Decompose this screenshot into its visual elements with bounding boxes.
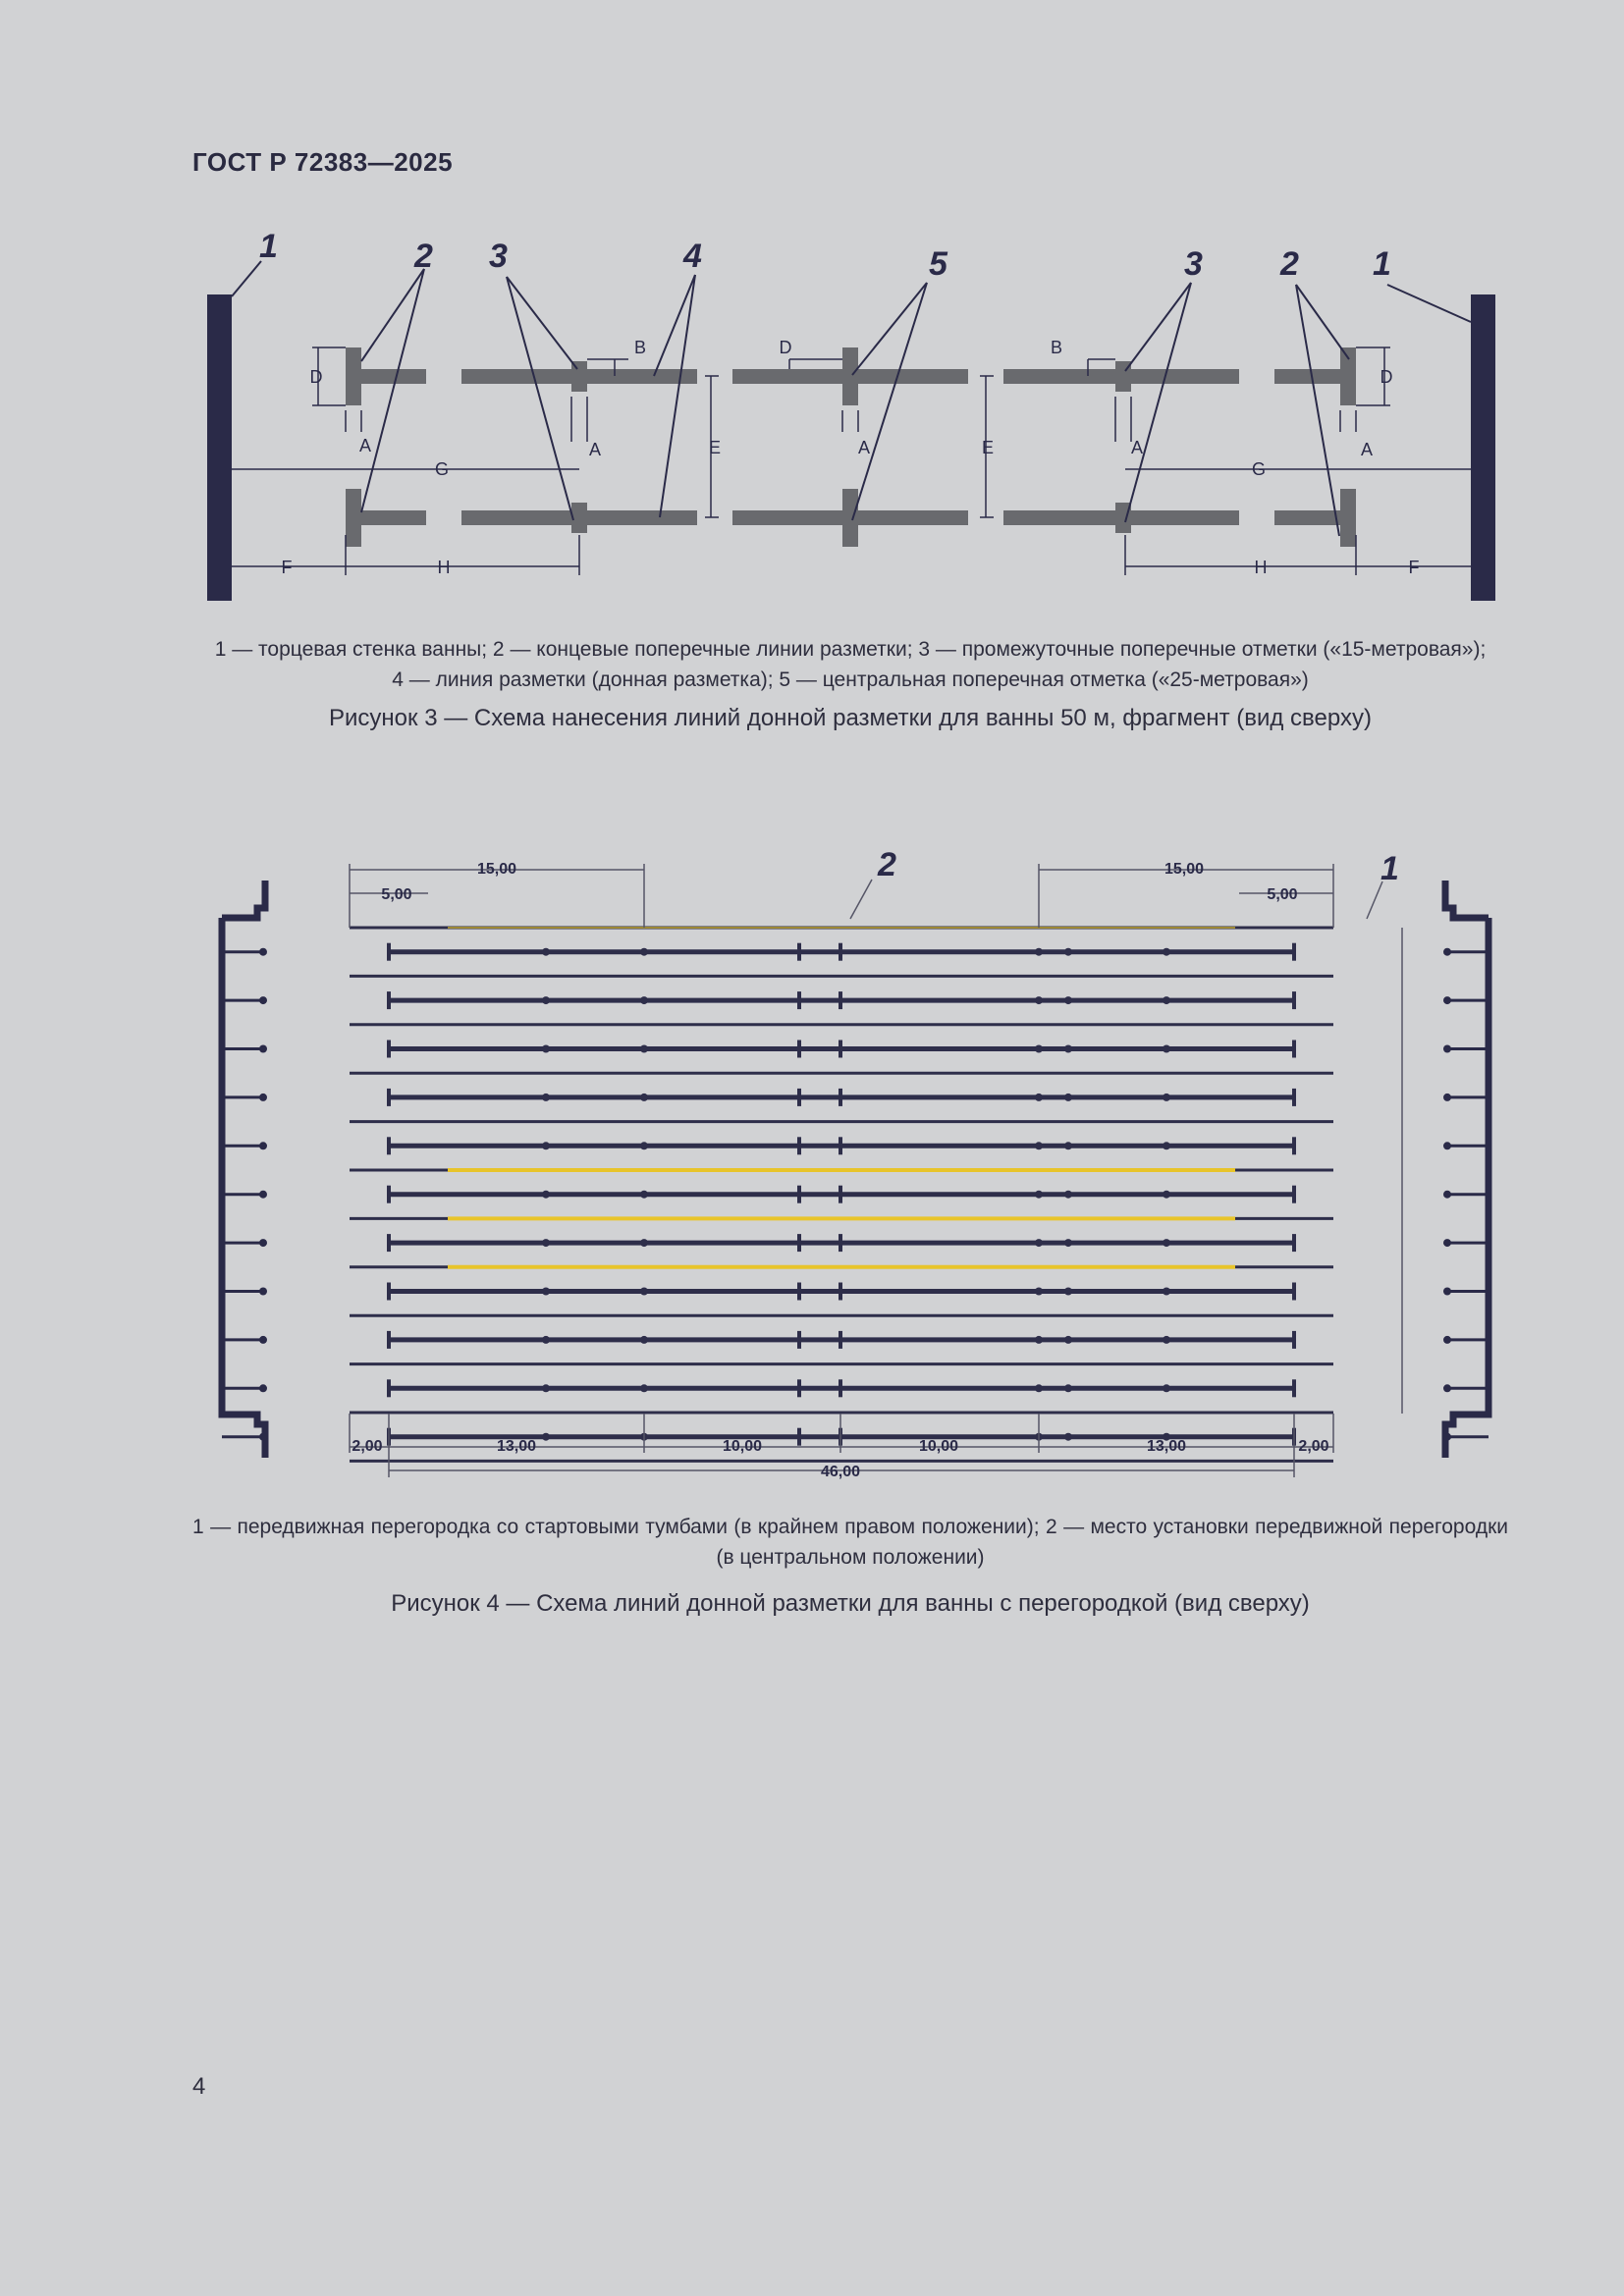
marking-dot	[1163, 1384, 1170, 1392]
fig3-callout-1-left: 1	[259, 228, 278, 265]
figure-4-caption: Рисунок 4 — Схема линий донной разметки для ванны с перегородкой (вид сверху)	[391, 1590, 1310, 1617]
fig3-dim-g-right: G	[1251, 459, 1267, 479]
fig4-callout-2: 2	[878, 846, 896, 883]
marking-dot	[1064, 948, 1072, 956]
fig3-dim-a-5: A	[1360, 440, 1374, 459]
fig4-dim-top-15-left: 15,00	[476, 861, 517, 878]
fig4-dim-bottom-2: 13,00	[496, 1438, 537, 1455]
marking-dot	[1064, 1336, 1072, 1344]
marking-dot	[1064, 1433, 1072, 1441]
marking-dot-small	[817, 1435, 821, 1439]
marking-dot-small	[807, 1193, 811, 1197]
marking-dot-small	[817, 1338, 821, 1342]
fig4-dim-total: 46,00	[820, 1464, 861, 1480]
marking-dot	[1035, 996, 1043, 1004]
marking-dot-small	[807, 1435, 811, 1439]
marking-dot-small	[807, 1241, 811, 1245]
marking-dot-small	[827, 1386, 831, 1390]
marking-dot	[1064, 1239, 1072, 1247]
marking-dot-small	[807, 1095, 811, 1099]
marking-dot	[640, 996, 648, 1004]
marking-dot	[1064, 1288, 1072, 1296]
marking-dot	[640, 1384, 648, 1392]
fig3-dim-h-left: H	[437, 558, 451, 577]
fig3-dim-f-left: F	[281, 558, 293, 577]
marking-dot-small	[817, 1290, 821, 1294]
figure-4-legend: 1 — передвижная перегородка со стартовыми тумбами (в крайнем правом положении); 2 — место установки передвижной перегородки (в центральном положении)	[192, 1516, 1508, 1569]
marking-dot-small	[807, 950, 811, 954]
marking-dot	[542, 1094, 550, 1101]
marking-dot	[1035, 1384, 1043, 1392]
page-number: 4	[192, 2073, 206, 2100]
marking-dot	[1035, 948, 1043, 956]
fig4-dim-bottom-6: 2,00	[1298, 1438, 1329, 1455]
fig4-dim-bottom-3: 10,00	[722, 1438, 763, 1455]
fig3-callout-2-right: 2	[1280, 245, 1299, 283]
figure-3-caption: Рисунок 3 — Схема нанесения линий донной разметки для ванны 50 м, фрагмент (вид сверху)	[329, 705, 1372, 731]
marking-dot	[1035, 1288, 1043, 1296]
marking-dot	[1163, 1239, 1170, 1247]
fig3-callout-3-right: 3	[1184, 245, 1203, 283]
marking-dot	[1035, 1094, 1043, 1101]
marking-dot	[640, 1191, 648, 1199]
fig4-dim-top-5-left: 5,00	[381, 886, 412, 903]
marking-dot	[1163, 948, 1170, 956]
marking-dot	[1064, 1191, 1072, 1199]
fig4-dim-bottom-4: 10,00	[918, 1438, 959, 1455]
marking-dot-small	[817, 1386, 821, 1390]
marking-dot	[1035, 1191, 1043, 1199]
marking-dot-small	[827, 1193, 831, 1197]
marking-dot	[1035, 1045, 1043, 1053]
fig3-callout-4: 4	[683, 238, 702, 275]
fig3-dim-b-left: B	[633, 338, 647, 357]
marking-dot	[542, 1433, 550, 1441]
marking-dot	[542, 1191, 550, 1199]
document-header: ГОСТ Р 72383—2025	[192, 147, 454, 177]
marking-dot	[1163, 1336, 1170, 1344]
marking-dot-small	[817, 1241, 821, 1245]
marking-dot	[1064, 1384, 1072, 1392]
fig3-dim-e-left: E	[708, 438, 722, 457]
marking-dot-small	[827, 1047, 831, 1051]
fig3-dim-f-right: F	[1408, 558, 1420, 577]
marking-dot	[1035, 1239, 1043, 1247]
marking-dot-small	[807, 1386, 811, 1390]
marking-dot	[1064, 1094, 1072, 1101]
marking-dot	[542, 996, 550, 1004]
marking-dot	[1163, 996, 1170, 1004]
marking-dot	[542, 1142, 550, 1149]
marking-dot	[640, 1239, 648, 1247]
marking-dot	[1163, 1045, 1170, 1053]
marking-dot	[640, 948, 648, 956]
fig3-dim-a-4: A	[1130, 438, 1144, 457]
marking-dot-small	[817, 998, 821, 1002]
marking-dot	[1035, 1142, 1043, 1149]
fig3-dim-h-right: H	[1254, 558, 1268, 577]
marking-dot	[1064, 1045, 1072, 1053]
marking-dot	[640, 1045, 648, 1053]
marking-dot-small	[807, 998, 811, 1002]
fig3-dim-a-1: A	[358, 436, 372, 455]
marking-dot-small	[827, 1241, 831, 1245]
marking-dot	[542, 1239, 550, 1247]
marking-dot-small	[827, 1290, 831, 1294]
marking-dot	[1064, 996, 1072, 1004]
marking-dot-small	[807, 1338, 811, 1342]
fig4-callout-1: 1	[1380, 850, 1399, 887]
marking-dot-small	[817, 1095, 821, 1099]
fig3-dim-a-3: A	[857, 438, 871, 457]
marking-dot-small	[827, 950, 831, 954]
marking-dot	[1163, 1288, 1170, 1296]
fig3-dim-e-right: E	[981, 438, 995, 457]
marking-dot-small	[817, 1144, 821, 1148]
figure-3-legend-line-2: 4 — линия разметки (донная разметка); 5 — центральная поперечная отметка («25-метровая»)	[392, 668, 1309, 691]
fig4-dim-bottom-1: 2,00	[352, 1438, 383, 1455]
marking-dot	[1163, 1191, 1170, 1199]
fig4-dim-top-15-right: 15,00	[1164, 861, 1205, 878]
marking-dot-small	[807, 1047, 811, 1051]
marking-dot	[640, 1142, 648, 1149]
fig3-dim-b-right: B	[1050, 338, 1063, 357]
marking-dot-small	[827, 998, 831, 1002]
marking-dot-small	[827, 1144, 831, 1148]
marking-dot	[542, 1336, 550, 1344]
marking-dot-small	[827, 1095, 831, 1099]
marking-dot	[640, 1094, 648, 1101]
marking-dot-small	[817, 950, 821, 954]
fig3-dim-a-2: A	[588, 440, 602, 459]
marking-dot	[542, 1045, 550, 1053]
marking-dot	[1064, 1142, 1072, 1149]
fig3-callout-2-left: 2	[414, 238, 433, 275]
fig3-dim-d-left: D	[309, 367, 323, 387]
marking-dot	[1163, 1142, 1170, 1149]
figure-3-legend-line-1: 1 — торцевая стенка ванны; 2 — концевые поперечные линии разметки; 3 — промежуточные поперечные отметки («15-метровая»);	[214, 638, 1487, 661]
marking-dot-small	[827, 1338, 831, 1342]
fig3-callout-1-right: 1	[1373, 245, 1391, 283]
marking-dot	[542, 1288, 550, 1296]
fig3-dim-d-center: D	[779, 338, 792, 357]
marking-dot-small	[817, 1193, 821, 1197]
marking-dot-small	[827, 1435, 831, 1439]
marking-dot	[640, 1336, 648, 1344]
fig4-dim-bottom-5: 13,00	[1146, 1438, 1187, 1455]
marking-dot	[542, 948, 550, 956]
marking-dot	[1163, 1094, 1170, 1101]
marking-dot-small	[817, 1047, 821, 1051]
marking-dot-small	[807, 1290, 811, 1294]
marking-dot	[542, 1384, 550, 1392]
marking-dot-small	[807, 1144, 811, 1148]
fig4-dim-top-5-right: 5,00	[1267, 886, 1298, 903]
fig3-dim-d-right: D	[1380, 367, 1393, 387]
marking-dot	[640, 1288, 648, 1296]
fig3-callout-5: 5	[929, 245, 947, 283]
marking-dot	[1035, 1336, 1043, 1344]
fig3-callout-3-left: 3	[489, 238, 508, 275]
fig3-dim-g-left: G	[434, 459, 450, 479]
